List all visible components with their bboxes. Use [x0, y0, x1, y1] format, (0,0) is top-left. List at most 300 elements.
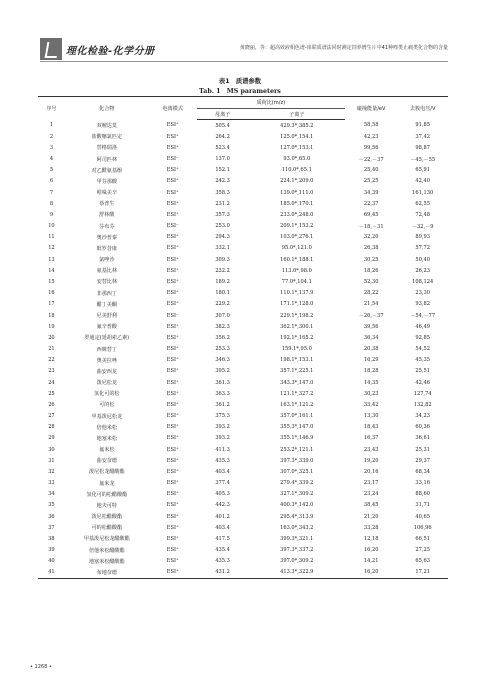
cell-ce: 13,30	[363, 413, 379, 420]
cell-parent: 435.3	[215, 558, 230, 565]
cell-de: 62,55	[415, 200, 430, 207]
cell-name: 甲基泼尼松龙醋酸酯	[83, 536, 130, 543]
cell-ce: 28,22	[363, 290, 379, 297]
cell-de: 89,93	[415, 234, 430, 241]
cell-no: 14	[48, 267, 55, 274]
table-row	[38, 288, 448, 299]
cell-de: 65,91	[415, 167, 430, 174]
cell-name: 萘普生	[99, 201, 115, 208]
cell-de: 127,74	[413, 390, 432, 397]
cell-no: 38	[48, 535, 55, 542]
cell-daughter: 233.0*,248.0	[280, 211, 314, 218]
cell-de: 66,51	[415, 535, 430, 542]
cell-no: 12	[48, 245, 55, 252]
cell-daughter: 160.1*,188.1	[280, 256, 314, 263]
cell-daughter: 163.1*,121.2	[280, 401, 314, 408]
cell-name: 曲安奈德	[96, 458, 117, 465]
cell-parent: 232.2	[215, 267, 230, 274]
cell-mode: ESI⁺	[166, 446, 179, 453]
cell-mode: ESI⁺	[166, 211, 179, 218]
cell-daughter: 198.1*,153.1	[280, 357, 314, 364]
cell-parent: 395.2	[215, 368, 230, 375]
cell-daughter: 279.4*,339.2	[280, 480, 314, 487]
cell-de: 46,49	[415, 323, 430, 330]
cell-daughter: 139.0*,111.0	[280, 189, 314, 196]
cell-parent: 435.3	[215, 457, 230, 464]
cell-no: 21	[48, 346, 55, 353]
cell-mode: ESI⁺	[166, 234, 179, 241]
cell-ce: 14,21	[363, 558, 379, 565]
cell-mode: ESI⁺	[166, 390, 179, 397]
cell-no: 8	[49, 200, 54, 207]
cell-daughter: 307.0*,325.1	[280, 468, 314, 475]
cell-no: 29	[48, 435, 55, 442]
table-title-zh: 表1 质谱参数	[218, 78, 262, 85]
cell-ce: 30,23	[363, 390, 379, 397]
table-row	[38, 165, 448, 176]
header-no: 序号	[38, 97, 65, 120]
cell-mode: ESI⁺	[166, 457, 179, 464]
cell-parent: 361.3	[215, 379, 230, 386]
table-row	[38, 399, 448, 410]
cell-ce: 58,58	[363, 122, 379, 129]
cell-ce: 25,40	[363, 167, 379, 174]
cell-ce: 16,37	[363, 435, 379, 442]
page-header	[40, 38, 448, 60]
cell-no: 34	[48, 491, 55, 498]
cell-mode: ESI⁺	[166, 189, 179, 196]
table-row	[38, 299, 448, 310]
cell-name: 氟米松	[99, 447, 115, 454]
cell-parent: 393.2	[215, 435, 230, 442]
cell-daughter: 355.3*,147.0	[280, 424, 314, 431]
header-mz-group: 质荷比(m/z)	[197, 97, 345, 109]
cell-name: 西咪替丁	[96, 346, 117, 353]
cell-name: 地塞米松	[96, 435, 117, 442]
cell-de: 93,82	[415, 301, 430, 308]
cell-parent: 442.3	[215, 502, 230, 509]
cell-mode: ESI⁺	[166, 379, 179, 386]
cell-ce: 36,34	[363, 334, 379, 341]
cell-no: 15	[48, 278, 55, 285]
journal-logo-icon	[40, 38, 62, 60]
table-row	[38, 489, 448, 500]
cell-parent: 332.1	[215, 245, 230, 252]
cell-parent: 231.2	[215, 200, 230, 207]
table-row	[38, 209, 448, 220]
table-row	[38, 198, 448, 209]
cell-name: 奥美拉唑	[96, 357, 117, 364]
cell-de: 25,31	[415, 446, 430, 453]
cell-no: 40	[48, 558, 55, 565]
header-ce: 碰撞能量/eV	[345, 97, 397, 120]
cell-daughter: 229.1*,198.2	[280, 312, 314, 319]
cell-de: 161,130	[412, 189, 434, 196]
cell-no: 37	[48, 524, 55, 531]
cell-ce: 18,28	[363, 368, 379, 375]
cell-mode: ESI⁺	[166, 290, 179, 297]
cell-ce: 33,28	[363, 524, 379, 531]
cell-no: 22	[48, 357, 55, 364]
cell-no: 31	[48, 457, 55, 464]
cell-mode: ESI⁺	[149, 567, 197, 579]
cell-mode: ESI⁺	[166, 278, 179, 285]
table-row	[38, 332, 448, 343]
cell-name: 氢化可的松	[94, 391, 120, 398]
cell-de: 72,48	[415, 211, 430, 218]
cell-daughter: 110.1*,137.9	[280, 290, 314, 297]
table-row	[38, 511, 448, 522]
cell-mode: ESI⁺	[166, 301, 179, 308]
cell-mode: ESI⁺	[166, 558, 179, 565]
cell-de: 17,21	[397, 567, 448, 579]
ms-parameters-table	[38, 96, 448, 579]
table-body	[38, 120, 448, 579]
cell-daughter: 429.3*,385.2	[280, 122, 314, 129]
cell-ce: 16,20	[345, 567, 397, 579]
cell-mode: ESI⁺	[166, 357, 179, 364]
cell-ce: 14,35	[363, 379, 379, 386]
cell-ce: 42,23	[363, 133, 379, 140]
cell-de: 60,36	[415, 424, 430, 431]
cell-no: 13	[48, 256, 55, 263]
cell-daughter: 400.3*,142.0	[280, 502, 314, 509]
cell-daughter: 125.0*,154.1	[280, 133, 314, 140]
cell-name: 替格瑞洛	[96, 145, 117, 152]
cell-daughter: 93.0*,65.0	[283, 156, 311, 163]
cell-daughter: 253.2*,121.1	[280, 446, 314, 453]
cell-no: 26	[48, 401, 55, 408]
cell-parent: 357.3	[215, 211, 230, 218]
cell-ce: －26,－37	[358, 313, 384, 319]
cell-mode: ESI⁺	[166, 122, 179, 129]
table-row	[38, 310, 448, 321]
table-row	[38, 433, 448, 444]
table-row	[38, 187, 448, 198]
cell-ce: 30,25	[363, 256, 379, 263]
cell-mode: ESI⁻	[166, 312, 179, 319]
cell-no: 23	[48, 368, 55, 375]
table-title-en: Tab. 1 MS parameters	[199, 88, 281, 95]
cell-daughter: 77.0*,104.1	[281, 278, 312, 285]
cell-mode: ESI⁺	[166, 468, 179, 475]
cell-parent: 375.3	[215, 413, 230, 420]
cell-mode: ESI⁺	[166, 491, 179, 498]
cell-de: 92,85	[415, 334, 430, 341]
table-row	[38, 444, 448, 455]
cell-ce: 52,30	[363, 278, 379, 285]
cell-mode: ESI⁺	[166, 502, 179, 509]
cell-daughter: 397.3*,337.2	[280, 547, 314, 554]
table-row	[38, 366, 448, 377]
cell-parent: 403.4	[215, 524, 230, 531]
cell-name: 泼尼松龙	[96, 380, 117, 387]
cell-parent: 137.0	[215, 156, 230, 163]
cell-name: 倍他米松醋酸酯	[88, 547, 125, 554]
cell-de: 50,40	[415, 256, 430, 263]
cell-no: 17	[48, 301, 55, 308]
cell-de: 54,52	[415, 346, 430, 353]
cell-name: 曲安西龙	[96, 368, 117, 375]
cell-mode: ESI⁺	[166, 200, 179, 207]
cell-de: 23,30	[415, 290, 430, 297]
table-row	[38, 388, 448, 399]
cell-ce: 19,20	[363, 457, 379, 464]
cell-no: 10	[48, 223, 55, 230]
cell-daughter: 397.0*,309.2	[280, 558, 314, 565]
cell-no: 9	[49, 211, 54, 218]
cell-name: 甲芬那酸	[96, 178, 117, 185]
cell-no: 20	[48, 334, 55, 341]
cell-mode: ESI⁺	[166, 167, 179, 174]
cell-name: 双嘧达莫	[96, 122, 117, 129]
cell-de: 33,16	[415, 480, 430, 487]
cell-name: 氨基比林	[96, 268, 117, 275]
cell-parent: 401.2	[215, 513, 230, 520]
cell-ce: －18,－31	[358, 223, 384, 230]
table-row	[38, 232, 448, 243]
header-daughter: 子离子	[249, 109, 345, 120]
cell-daughter: 113.0*,98.0	[281, 267, 312, 274]
cell-daughter: 95.0*,121.0	[281, 245, 312, 252]
cell-mode: ESI⁺	[166, 133, 179, 140]
table-row	[38, 545, 448, 556]
cell-parent: 253.0	[215, 223, 230, 230]
header-parent: 母离子	[197, 109, 249, 120]
cell-de: 25,51	[415, 368, 430, 375]
cell-no: 25	[48, 390, 55, 397]
cell-ce: 33,42	[363, 401, 379, 408]
cell-name: 吡罗昔康	[96, 245, 117, 252]
cell-parent: 405.3	[215, 491, 230, 498]
cell-ce: 22,37	[363, 200, 379, 207]
cell-ce: 20,16	[363, 468, 379, 475]
cell-name: 醋丁美酮	[96, 301, 117, 308]
cell-name: 氢化可的松醋酸酯	[86, 491, 128, 498]
cell-ce: 16,29	[363, 357, 379, 364]
header-rule	[40, 61, 448, 62]
cell-parent: 152.1	[215, 167, 230, 174]
cell-daughter: 159.1*,95.0	[281, 346, 312, 353]
cell-daughter: 185.0*,170.1	[280, 200, 314, 207]
cell-mode: ESI⁺	[166, 535, 179, 542]
table-row	[38, 120, 448, 132]
cell-no: 5	[49, 167, 54, 174]
table-row	[38, 455, 448, 466]
cell-name: 可的松醋酸酯	[91, 525, 123, 532]
cell-name: 布地奈德	[65, 567, 149, 579]
cell-parent: 435.4	[215, 547, 230, 554]
cell-mode: ESI⁺	[166, 435, 179, 442]
cell-mode: ESI⁺	[166, 413, 179, 420]
cell-daughter: 295.4*,313.9	[280, 513, 314, 520]
cell-parent: 363.3	[215, 390, 230, 397]
cell-daughter: 413.3*,322.9	[249, 567, 345, 579]
table-row	[38, 142, 448, 153]
cell-ce: 18,26	[363, 267, 379, 274]
cell-mode: ESI⁺	[166, 401, 179, 408]
header-mode: 电离模式	[149, 97, 197, 120]
cell-name: 奥沙普秦	[96, 234, 117, 241]
header-compound: 化合物	[65, 97, 149, 120]
cell-daughter: 127.0*,153.1	[280, 144, 314, 151]
cell-parent: 411.3	[215, 446, 230, 453]
cell-no: 11	[48, 234, 55, 241]
table-row	[38, 478, 448, 489]
cell-ce: 39,56	[363, 323, 379, 330]
cell-name: 对乙酰氨基酚	[91, 167, 123, 174]
table-row	[38, 131, 448, 142]
cell-name: 地夫可特	[96, 502, 117, 509]
cell-mode: ESI⁺	[166, 245, 179, 252]
cell-no: 36	[48, 513, 55, 520]
cell-no: 33	[48, 480, 55, 487]
cell-daughter: 163.0*,343.2	[280, 524, 314, 531]
table-row	[38, 243, 448, 254]
cell-no: 35	[48, 502, 55, 509]
table-row	[38, 343, 448, 354]
cell-parent: 356.2	[215, 334, 230, 341]
cell-no: 16	[48, 290, 55, 297]
running-title: 黄晓丽，等：超高效液相色谱-串联质谱法同时测定饲养增生片中41种喹类止痛类化合物的含量	[239, 45, 448, 51]
cell-de: 42,40	[415, 178, 430, 185]
cell-mode: ESI⁺	[166, 368, 179, 375]
table-row	[38, 422, 448, 433]
cell-daughter: 209.1*,153.2	[280, 223, 314, 230]
cell-ce: 69,45	[363, 211, 379, 218]
cell-name: 地塞米松醋酸酯	[88, 558, 125, 565]
cell-mode: ESI⁺	[166, 178, 179, 185]
cell-de: 26,23	[415, 267, 430, 274]
cell-name: 吲哚美辛	[96, 190, 117, 197]
cell-parent: 346.3	[215, 357, 230, 364]
cell-parent: 307.0	[215, 312, 230, 319]
cell-no: 6	[49, 178, 54, 185]
cell-daughter: 192.1*,165.2	[280, 334, 314, 341]
table-row	[38, 410, 448, 421]
cell-ce: 26,38	[363, 245, 379, 252]
table-row	[38, 522, 448, 533]
table-row	[38, 276, 448, 287]
cell-name: 舒林酸	[99, 212, 115, 219]
cell-no: 1	[49, 122, 54, 129]
table-row	[38, 254, 448, 265]
cell-de: 132,82	[413, 401, 432, 408]
cell-mode: ESI⁺	[166, 267, 179, 274]
cell-parent: 417.5	[215, 535, 230, 542]
cell-ce: 20,38	[363, 346, 379, 353]
cell-parent: 229.2	[215, 301, 230, 308]
cell-no: 19	[48, 323, 55, 330]
cell-de: 98,87	[415, 144, 430, 151]
cell-parent: 264.2	[215, 133, 230, 140]
cell-daughter: 327.1*,309.2	[280, 491, 314, 498]
cell-parent: 377.4	[215, 480, 230, 487]
table-row	[38, 466, 448, 477]
cell-parent: 242.3	[215, 178, 230, 185]
cell-parent: 358.3	[215, 189, 230, 196]
cell-daughter: 397.3*,339.0	[280, 457, 314, 464]
cell-parent: 361.2	[215, 401, 230, 408]
cell-parent: 523.4	[215, 144, 230, 151]
cell-parent: 393.2	[215, 424, 230, 431]
table-row	[38, 567, 448, 579]
cell-de: 65,63	[415, 558, 430, 565]
cell-no: 2	[49, 133, 54, 140]
cell-de: 36,61	[415, 435, 430, 442]
table-row	[38, 355, 448, 366]
cell-name: 氟米龙	[99, 480, 115, 487]
cell-daughter: 110.0*,65.1	[281, 167, 312, 174]
cell-parent: 403.4	[215, 468, 230, 475]
cell-no: 30	[48, 446, 55, 453]
cell-daughter: 357.1*,225.1	[280, 368, 314, 375]
cell-name: 氟辛普酸	[96, 324, 117, 331]
cell-mode: ESI⁺	[166, 547, 179, 554]
cell-mode: ESI⁺	[166, 334, 179, 341]
table-row	[38, 176, 448, 187]
table-row	[38, 321, 448, 332]
cell-ce: 32,20	[363, 234, 379, 241]
cell-no: 24	[48, 379, 55, 386]
cell-ce: 23,24	[363, 491, 379, 498]
cell-daughter: 121.1*,327.2	[280, 390, 314, 397]
cell-de: 27,25	[415, 547, 430, 554]
table-row	[38, 265, 448, 276]
cell-no: 39	[48, 547, 55, 554]
cell-ce: 23,43	[363, 446, 379, 453]
cell-name: 可的松	[99, 402, 115, 409]
cell-no: 7	[49, 189, 54, 196]
cell-de: －45,－55	[410, 156, 436, 163]
cell-de: 45,35	[415, 357, 430, 364]
cell-no: 18	[48, 312, 55, 319]
cell-de: 91,85	[415, 122, 430, 129]
cell-parent: 294.3	[215, 234, 230, 241]
cell-no: 28	[48, 424, 55, 431]
cell-mode: ESI⁺	[166, 256, 179, 263]
cell-name: 非那西丁	[96, 290, 117, 297]
cell-name: 尼美舒利	[96, 313, 117, 319]
cell-name: 泼尼松醋酸酯	[91, 514, 123, 521]
cell-de: 31,71	[415, 502, 430, 509]
cell-parent: 253.3	[215, 346, 230, 353]
cell-no: 41	[38, 567, 65, 579]
cell-de: 108,124	[412, 278, 434, 285]
cell-mode: ESI⁻	[166, 156, 179, 163]
cell-mode: ESI⁺	[166, 480, 179, 487]
cell-mode: ESI⁺	[166, 424, 179, 431]
cell-ce: 12,18	[363, 535, 379, 542]
cell-daughter: 224.1*,209.0	[280, 178, 314, 185]
cell-name: 泼尼松龙醋酸酯	[88, 469, 125, 476]
cell-parent: 180.1	[215, 290, 230, 297]
header-de: 去簇电压/V	[397, 97, 448, 120]
table-row	[38, 533, 448, 544]
cell-daughter: 343.3*,147.0	[280, 379, 314, 386]
table-row	[38, 221, 448, 232]
cell-de: －54,－77	[410, 313, 436, 319]
cell-daughter: 362.1*,300.1	[280, 323, 314, 330]
cell-no: 4	[49, 156, 54, 163]
cell-de: 42,46	[415, 379, 430, 386]
table-row	[38, 377, 448, 388]
cell-ce: 16,20	[363, 547, 379, 554]
cell-mode: ESI⁺	[166, 144, 179, 151]
cell-ce: 18,43	[363, 424, 379, 431]
cell-de: 88,60	[415, 491, 430, 498]
cell-ce: 38,45	[363, 502, 379, 509]
